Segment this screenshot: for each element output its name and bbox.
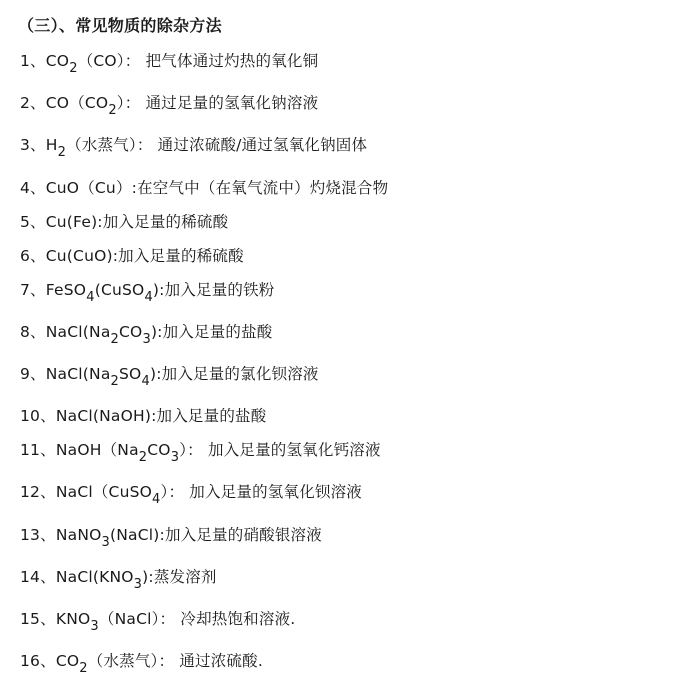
item-number: 4、 [20, 179, 46, 197]
item-text: (NaCl):加入足量的硝酸银溶液 [110, 526, 322, 544]
item-text: FeSO [45, 281, 87, 299]
item-number: 15、 [20, 610, 56, 628]
list-item [20, 524, 322, 548]
item-text: NaCl（CuSO [55, 483, 153, 501]
section-title: （三）、常见物质的除杂方法 [18, 16, 222, 35]
item-text: Cu(Fe):加入足量的稀硫酸 [45, 213, 229, 231]
item-number: 11、 [20, 441, 56, 459]
item-text: （水蒸气）： 通过浓硫酸. [87, 652, 263, 670]
item-number: 8、 [20, 323, 46, 341]
item-text: KNO [55, 610, 91, 628]
item-text: (CuSO [94, 281, 145, 299]
item-text: CO [147, 441, 171, 459]
item-text: SO [119, 365, 142, 383]
item-text: CO [45, 52, 70, 70]
item-number: 12、 [20, 483, 56, 501]
subscript: 2 [108, 103, 117, 118]
subscript: 2 [110, 332, 120, 347]
list-item [20, 92, 318, 116]
item-number: 9、 [20, 365, 46, 383]
subscript: 4 [152, 492, 161, 507]
list-item [20, 650, 263, 674]
list-item [20, 363, 319, 387]
item-text: ）： 通过足量的氢氧化钠溶液 [116, 94, 319, 112]
list-item [20, 481, 362, 505]
subscript: 4 [141, 374, 150, 389]
item-text: ):加入足量的盐酸 [150, 323, 273, 341]
item-number: 3、 [20, 136, 46, 154]
list-item [20, 177, 388, 199]
item-number: 10、 [20, 407, 56, 425]
list-item [20, 279, 275, 303]
list-item [20, 608, 295, 632]
item-text: （水蒸气）： 通过浓硫酸/通过氢氧化钠固体 [66, 136, 368, 154]
subscript: 2 [69, 61, 78, 76]
item-text: CO [119, 323, 143, 341]
item-text: ):加入足量的铁粉 [152, 281, 275, 299]
subscript: 3 [101, 535, 111, 550]
list-item [20, 134, 367, 158]
item-text: CO [55, 652, 80, 670]
list-item [20, 211, 228, 233]
item-text: Cu(CuO):加入足量的稀硫酸 [45, 247, 244, 265]
item-text: NaCl(Na [45, 323, 111, 341]
item-number: 14、 [20, 568, 56, 586]
item-text: （NaCl）： 冷却热饱和溶液. [98, 610, 296, 628]
item-number: 13、 [20, 526, 56, 544]
list-item [20, 245, 244, 267]
item-text: （CO）： 把气体通过灼热的氧化铜 [77, 52, 319, 70]
subscript: 4 [86, 290, 95, 305]
item-number: 5、 [20, 213, 46, 231]
item-text: CO（CO [45, 94, 109, 112]
item-text: NaNO [55, 526, 102, 544]
subscript: 2 [110, 374, 120, 389]
subscript: 3 [133, 577, 143, 592]
subscript: 2 [57, 145, 67, 160]
item-text: NaCl(Na [45, 365, 111, 383]
item-number: 16、 [20, 652, 56, 670]
item-text: ):加入足量的氯化钡溶液 [149, 365, 319, 383]
subscript: 4 [144, 290, 153, 305]
item-text: CuO（Cu）:在空气中（在氧气流中）灼烧混合物 [45, 179, 389, 197]
item-text: H [45, 136, 58, 154]
list-item [20, 50, 318, 74]
subscript: 3 [90, 619, 99, 634]
item-number: 6、 [20, 247, 46, 265]
item-number: 7、 [20, 281, 46, 299]
list-item [20, 405, 266, 427]
list-item [20, 439, 381, 463]
subscript: 2 [138, 450, 148, 465]
subscript: 3 [142, 332, 151, 347]
item-number: 1、 [20, 52, 46, 70]
item-text: ):蒸发溶剂 [142, 568, 217, 586]
item-text: ）： 加入足量的氢氧化钡溶液 [160, 483, 363, 501]
item-number: 2、 [20, 94, 46, 112]
item-text: NaCl(KNO [55, 568, 134, 586]
list-item [20, 566, 217, 590]
item-text: NaOH（Na [55, 441, 139, 459]
item-text: NaCl(NaOH):加入足量的盐酸 [55, 407, 267, 425]
item-text: ）： 加入足量的氢氧化钙溶液 [179, 441, 381, 459]
subscript: 2 [79, 661, 88, 676]
list-item [20, 321, 273, 345]
subscript: 3 [170, 450, 180, 465]
